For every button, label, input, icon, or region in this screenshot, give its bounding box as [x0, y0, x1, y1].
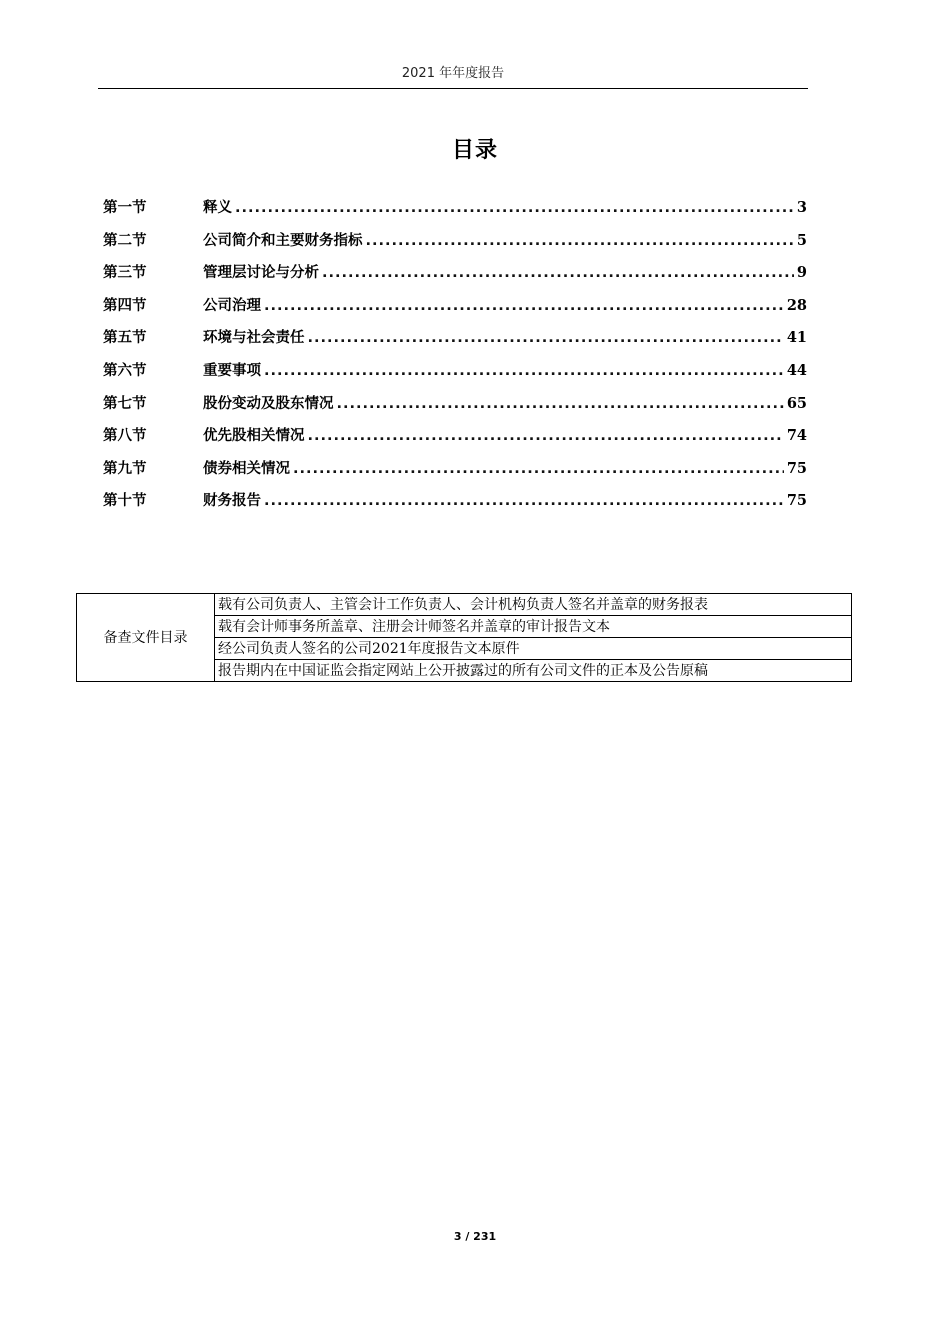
toc-item[interactable] — [103, 196, 807, 229]
toc-section-number: 第三节 — [103, 265, 147, 282]
toc-section-number: 第八节 — [103, 428, 147, 445]
toc-item[interactable] — [103, 392, 807, 425]
toc-page-number: 44 — [786, 361, 807, 379]
reference-document-item: 经公司负责人签名的公司2021年度报告文本原件 — [215, 638, 852, 660]
toc-section-name: 优先股相关情况 — [203, 428, 305, 445]
toc-page-number: 41 — [786, 329, 807, 347]
toc-item[interactable] — [103, 326, 807, 359]
toc-item[interactable] — [103, 294, 807, 327]
toc-leader-dots — [264, 298, 784, 314]
reference-documents-table — [76, 593, 852, 682]
toc-section-name: 财务报告 — [203, 493, 261, 510]
toc-section-number: 第五节 — [103, 330, 147, 347]
toc-section-number: 第二节 — [103, 232, 147, 249]
toc-page-number: 65 — [786, 394, 807, 412]
toc-leader-dots — [322, 265, 794, 281]
toc-item[interactable] — [103, 229, 807, 262]
toc-section-number: 第四节 — [103, 297, 147, 314]
toc-leader-dots — [366, 233, 794, 249]
toc-leader-dots — [264, 493, 784, 509]
toc-page-number: 9 — [796, 264, 807, 282]
toc-section-number: 第七节 — [103, 395, 147, 412]
reference-document-item: 报告期内在中国证监会指定网站上公开披露过的所有公司文件的正本及公告原稿 — [215, 660, 852, 682]
toc-item[interactable] — [103, 489, 807, 522]
toc-leader-dots — [337, 396, 784, 412]
toc-section-name: 释义 — [203, 200, 232, 216]
toc-item[interactable] — [103, 457, 807, 490]
toc-leader-dots — [264, 363, 784, 379]
page-title: 目录 — [451, 138, 498, 163]
page-number: 3 / 231 — [453, 1230, 497, 1243]
toc-section-name: 环境与社会责任 — [203, 330, 305, 347]
toc-item[interactable] — [103, 424, 807, 457]
toc-section-number: 第六节 — [103, 362, 147, 379]
table-row — [77, 594, 852, 616]
header-title: 2021 年年度报告 — [401, 66, 505, 81]
toc-page-number: 75 — [786, 492, 807, 510]
reference-document-item: 载有公司负责人、主管会计工作负责人、会计机构负责人签名并盖章的财务报表 — [215, 594, 852, 616]
toc-section-name: 管理层讨论与分析 — [203, 265, 319, 282]
toc-item[interactable] — [103, 261, 807, 294]
toc-section-name: 重要事项 — [203, 362, 261, 379]
toc-page-number: 28 — [786, 296, 807, 314]
reference-documents-label: 备查文件目录 — [77, 594, 215, 682]
reference-document-item: 载有会计师事务所盖章、注册会计师签名并盖章的审计报告文本 — [215, 616, 852, 638]
toc-page-number: 75 — [786, 459, 807, 477]
toc-leader-dots — [293, 461, 784, 477]
toc-leader-dots — [308, 330, 784, 346]
page-header — [98, 64, 808, 89]
toc-page-number: 5 — [796, 231, 807, 249]
table-of-contents — [103, 196, 807, 522]
toc-section-name: 公司治理 — [203, 297, 261, 314]
toc-item[interactable] — [103, 359, 807, 392]
toc-page-number: 3 — [796, 199, 807, 216]
toc-section-name: 债券相关情况 — [203, 460, 290, 477]
toc-section-name: 股份变动及股东情况 — [203, 395, 334, 412]
toc-leader-dots — [235, 200, 794, 216]
toc-page-number: 74 — [786, 427, 807, 445]
toc-section-number: 第一节 — [103, 200, 147, 216]
toc-leader-dots — [308, 428, 784, 444]
toc-section-name: 公司简介和主要财务指标 — [203, 232, 363, 249]
toc-section-number: 第十节 — [103, 493, 147, 510]
toc-section-number: 第九节 — [103, 460, 147, 477]
page-footer — [0, 1230, 950, 1243]
